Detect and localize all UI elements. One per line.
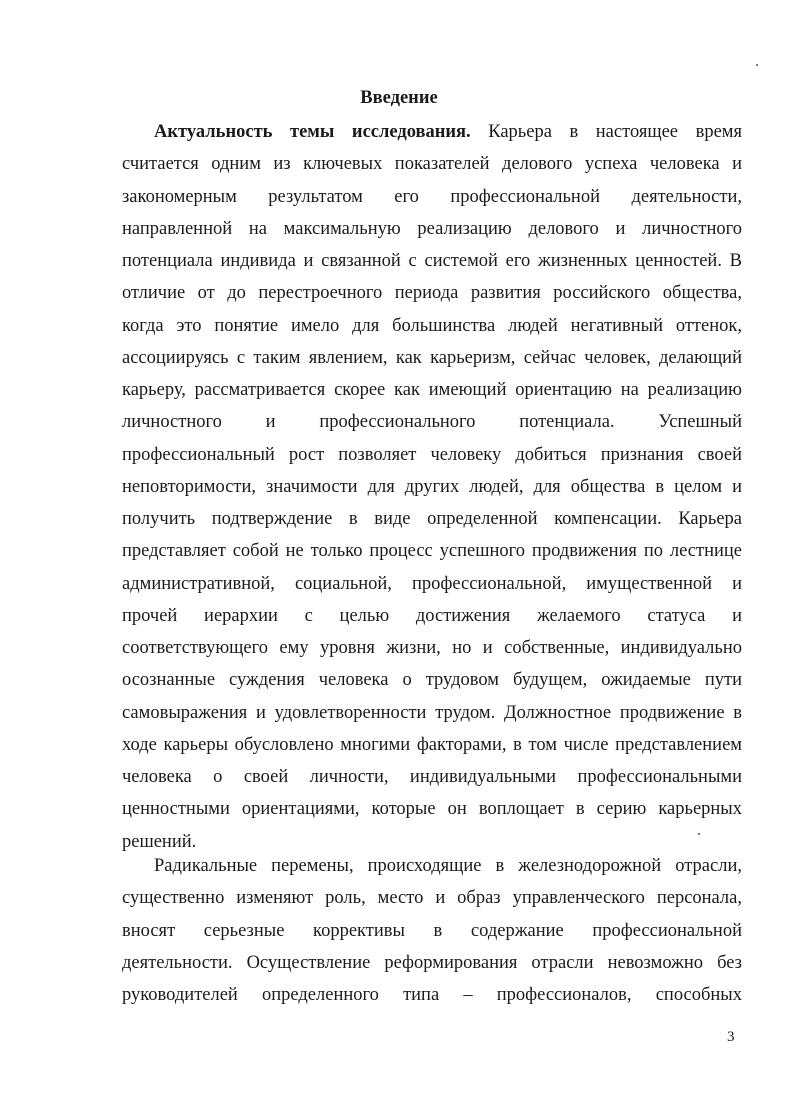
paragraph-line: человека о своей личности, индивидуальными профессиональными <box>122 767 742 787</box>
paragraph-line: личностного и профессионального потенциала. Успешный <box>122 412 742 433</box>
paragraph-line: считается одним из ключевых показателей делового успеха человека и <box>122 154 742 175</box>
paragraph-line: представляет собой не только процесс успешного продвижения по лестнице <box>122 541 742 562</box>
paragraph-line: закономерным результатом его профессиональной деятельности, <box>122 186 742 207</box>
paragraph-line: отличие от до перестроечного периода развития российского общества, <box>122 283 742 304</box>
paragraph-line: решений. <box>122 831 197 852</box>
paragraph-line: потенциала индивида и связанной с системой его жизненных ценностей. В <box>122 251 742 271</box>
paragraph-line: когда это понятие имело для большинства людей негативный оттенок, <box>122 315 742 336</box>
page-number: 3 <box>727 1029 735 1045</box>
paragraph-line: карьеру, рассматривается скорее как имеющий ориентацию на реализацию <box>122 380 742 400</box>
paragraph-line: прочей иерархии с целью достижения желаемого статуса и <box>122 605 742 626</box>
paragraph-line: неповторимости, значимости для других людей, для общества в целом и <box>122 476 742 497</box>
paragraph-line: существенно изменяют роль, место и образ управленческого персонала, <box>122 888 742 909</box>
paragraph-line: руководителей определенного типа – профессионалов, способных <box>122 985 742 1005</box>
paragraph-line: ценностными ориентациями, которые он воплощает в серию карьерных <box>122 799 742 820</box>
paragraph-relevance <box>122 116 742 858</box>
paragraph-line: соответствующего ему уровня жизни, но и собственные, индивидуально <box>122 638 742 658</box>
paragraph-line: направленной на максимальную реализацию делового и личностного <box>122 218 742 239</box>
paragraph-lead: Актуальность темы исследования. <box>154 122 471 142</box>
scan-speck <box>756 64 758 66</box>
paragraph-line: ассоциируясь с таким явлением, как карьеризм, сейчас человек, делающий <box>122 347 742 368</box>
paragraph-line: вносят серьезные коррективы в содержание профессиональной <box>122 920 742 941</box>
paragraph-reform <box>122 850 742 1011</box>
paragraph-line: административной, социальной, профессиональной, имущественной и <box>122 573 742 594</box>
page-title: Введение <box>360 88 438 108</box>
paragraph-line: профессиональный рост позволяет человеку добиться признания своей <box>122 444 742 465</box>
paragraph-line: ходе карьеры обусловлено многими факторами, в том числе представлением <box>122 734 742 755</box>
paragraph-line: Радикальные перемены, происходящие в железнодорожной отрасли, <box>154 856 742 876</box>
paragraph-line: самовыражения и удовлетворенности трудом. Должностное продвижение в <box>122 702 742 723</box>
paragraph-line: деятельности. Осуществление реформирования отрасли невозможно без <box>122 952 742 973</box>
scan-speck <box>698 833 700 835</box>
paragraph-line: Актуальность темы исследования. Карьера в настоящее время <box>154 122 742 142</box>
paragraph-line: получить подтверждение в виде определенной компенсации. Карьера <box>122 509 742 529</box>
paragraph-line: осознанные суждения человека о трудовом будущем, ожидаемые пути <box>122 670 742 691</box>
